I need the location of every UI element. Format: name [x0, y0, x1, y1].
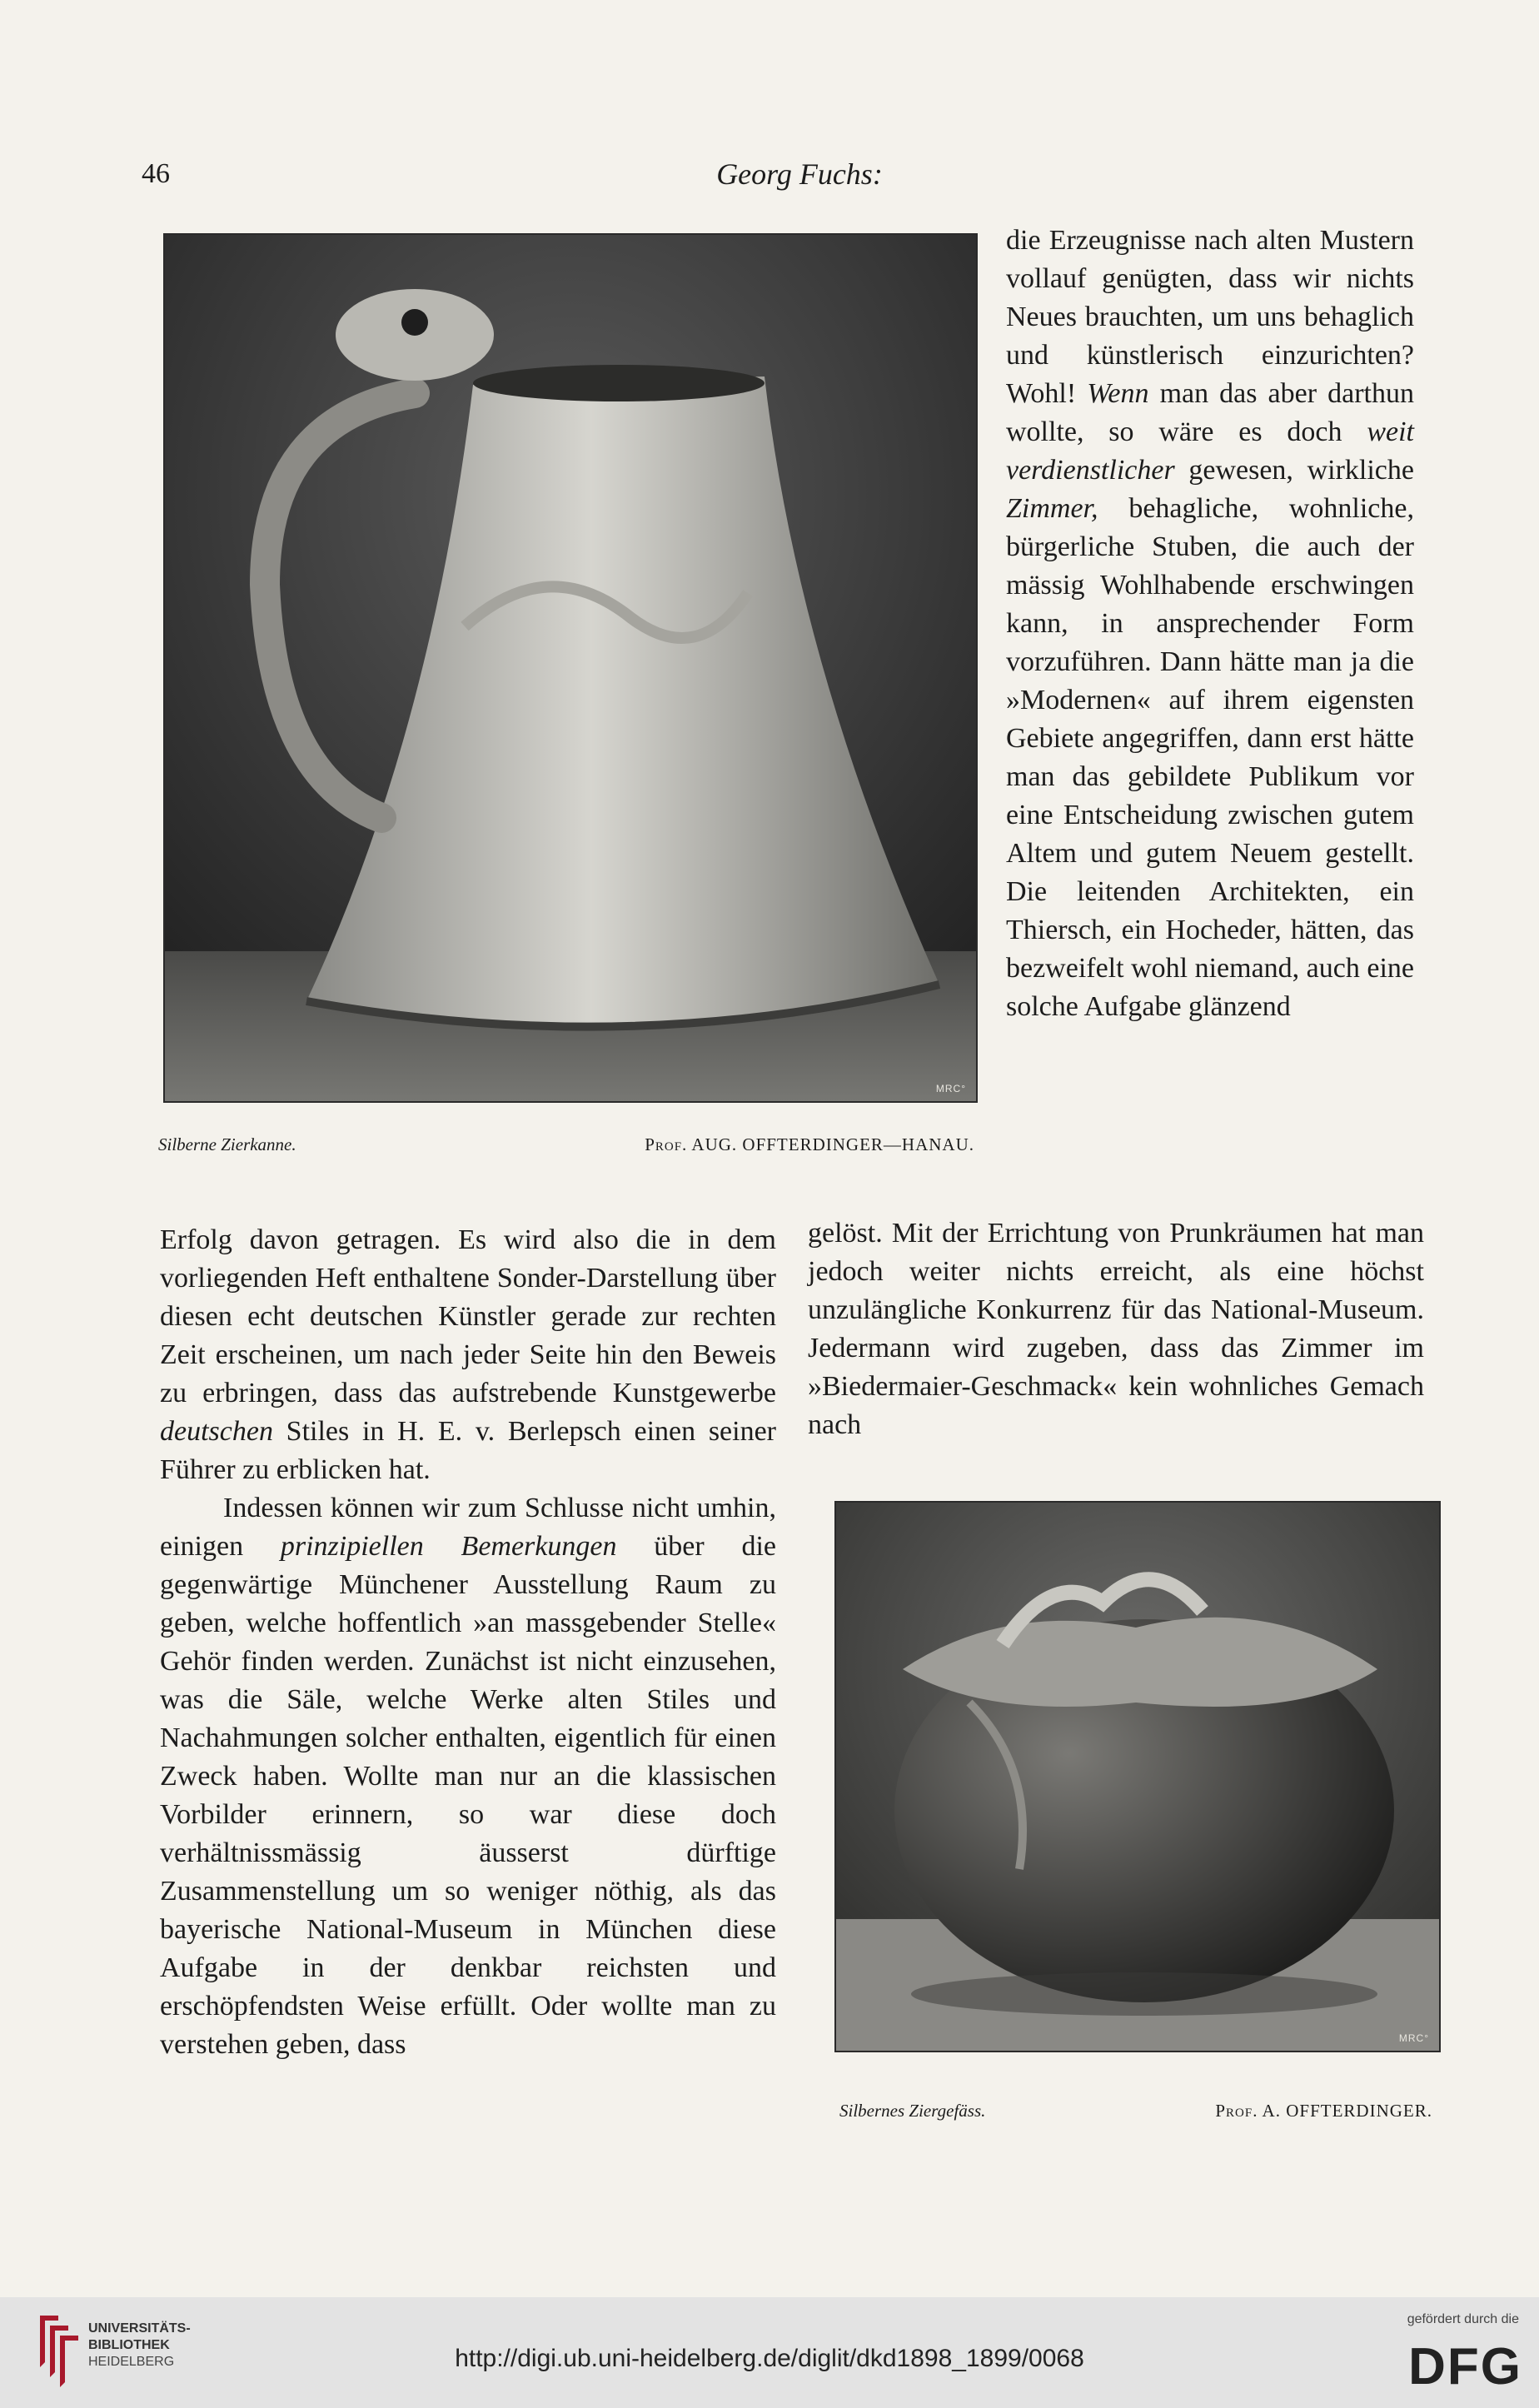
text-column-right	[808, 1214, 1424, 1444]
text-column-left	[160, 1221, 776, 2064]
page-number: 46	[142, 158, 170, 189]
caption-title: Silberne Zierkanne.	[158, 1134, 296, 1154]
library-name: UNIVERSITÄTS- BIBLIOTHEK HEIDELBERG	[88, 2321, 191, 2369]
maker-mark: MRC°	[1398, 2032, 1429, 2044]
caption-credit: Prof. A. OFFTERDINGER.	[1215, 2101, 1432, 2121]
caption-title: Silbernes Ziergefäss.	[839, 2101, 986, 2121]
paragraph: Erfolg davon getragen. Es wird also die in dem vorliegenden Heft enthaltene Sonder-Darstellung über diesen echt deutschen Künstler gerade zur rechten Zeit erscheinen, um nach jeder Seite hin den Beweis zu erbringen, dass das aufstrebende Kunstgewerbe deutschen Stiles in H. E. v. Berlepsch einen seiner Führer zu erblicken hat.	[160, 1224, 776, 1485]
figure-2-caption	[839, 2101, 1432, 2121]
bowl-photograph	[834, 1501, 1441, 2052]
permalink-url[interactable]: http://digi.ub.uni-heidelberg.de/diglit/dkd1898_1899/0068	[455, 2345, 1084, 2372]
pitcher-photograph	[163, 233, 978, 1103]
paragraph: die Erzeugnisse nach alten Mustern vollauf genügten, dass wir nichts Neues brauchten, um uns behaglich und künstlerisch einzurichten? Wohl! Wenn man das aber darthun wollte, so wäre es doch weit verdienstlicher gewesen, wirkliche Zimmer, behagliche, wohnliche, bürgerliche Stuben, die auch der mässig Wohlhabende erschwingen kann, in ansprechender Form vorzuführen. Dann hätte man ja die »Modernen« auf ihrem eigensten Gebiete angegriffen, dann erst hätte man das gebildete Publikum vor eine Entscheidung zwischen gutem Altem und gutem Neuem gestellt. Die leitenden Architekten, ein Thiersch, ein Hocheder, hätten, das bezweifelt wohl niemand, auch eine solche Aufgabe glänzend	[1006, 225, 1414, 1022]
funding-note: gefördert durch die	[1407, 2312, 1519, 2326]
caption-credit: Prof. AUG. OFFTERDINGER—HANAU.	[645, 1134, 974, 1154]
maker-mark: MRC°	[935, 1083, 966, 1094]
figure-1-caption	[158, 1134, 983, 1155]
dfg-logo: DFG	[1408, 2338, 1522, 2396]
running-head: Georg Fuchs:	[716, 157, 883, 191]
pitcher-illustration	[165, 235, 976, 1101]
paragraph: gelöst. Mit der Errichtung von Prunkräumen hat man jedoch weiter nichts erreicht, als eine höchst unzulängliche Konkurrenz für das National-Museum. Jedermann wird zugeben, dass das Zimmer im »Biedermaier-Geschmack« kein wohnliches Gemach nach	[808, 1218, 1424, 1440]
text-column-right-top	[1006, 222, 1414, 1026]
paragraph: Indessen können wir zum Schlusse nicht umhin, einigen prinzipiellen Bemerkungen über die gegenwärtige Münchener Ausstellung Raum zu geben, welche hoffentlich »an massgebender Stelle« Gehör finden werden. Zunächst ist nicht einzusehen, was die Säle, welche Werke alten Stiles und Nachahmungen solcher enthalten, eigentlich für einen Zweck haben. Wollte man nur an die klassischen Vorbilder erinnern, so war diese doch verhältnissmässig äusserst dürftige Zusammenstellung um so weniger nöthig, als das bayerische National-Museum in München diese Aufgabe in der denkbar reichsten und erschöpfendsten Weise erfüllt. Oder wollte man zu verstehen geben, dass	[160, 1493, 777, 2060]
bowl-illustration	[836, 1503, 1439, 2051]
